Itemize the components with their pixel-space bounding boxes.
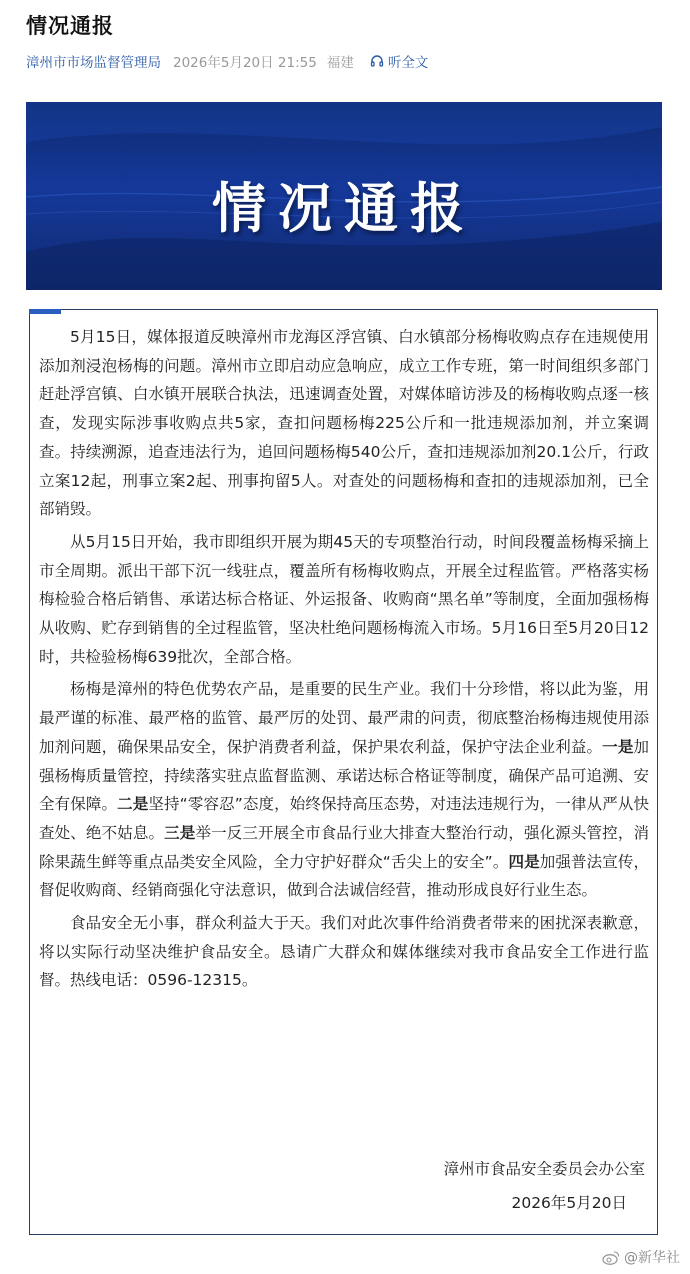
- paragraph-1: 5月15日，媒体报道反映漳州市龙海区浮宫镇、白水镇部分杨梅收购点存在违规使用添加剂浸泡杨梅的问题。漳州市立即启动应急响应，成立工作专班，第一时间组织多部门赶赴浮宫镇、白水镇开展联合执法，迅速调查处置，对媒体暗访涉及的杨梅收购点逐一核查，发现实际涉事收购点共5家，查扣问题杨梅225公斤和一批违规添加剂，并立案调查。持续溯源，追查违法行为，追回问题杨梅540公斤，查扣违规添加剂20.1公斤，行政立案12起，刑事立案2起、刑事拘留5人。对查处的问题杨梅和查扣的违规添加剂，已全部销毁。: [39, 328, 649, 519]
- signature-org: 漳州市食品安全委员会办公室: [443, 1160, 645, 1178]
- watermark: [602, 1247, 680, 1267]
- point-1-text: 加强杨梅质量管控，持续落实驻点监督监测、承诺达标合格证等制度，确保产品可追溯、安全有保障。: [39, 737, 649, 814]
- point-3-key: 三是: [164, 823, 196, 842]
- point-2-key: 二是: [117, 795, 149, 814]
- source-link[interactable]: 漳州市市场监督管理局: [26, 55, 161, 71]
- point-2-text: 坚持“零容忍”态度，始终保持高压态势，对违法违规行为，一律从严从快查处、绝不姑息。: [39, 795, 649, 842]
- publish-time: 2026年5月20日 21:55: [173, 55, 317, 71]
- banner-title: 情况通报: [212, 177, 476, 240]
- paragraph-4: 食品安全无小事，群众利益大于天。我们对此次事件给消费者带来的困扰深表歉意，将以实际行动坚决维护食品安全。恳请广大群众和媒体继续对我市食品安全工作进行监督。热线电话：0596-12315。: [39, 914, 649, 990]
- weibo-icon: [602, 1250, 620, 1265]
- point-4-text: 加强普法宣传，督促收购商、经销商强化守法意识，做到合法诚信经营，推动形成良好行业生态。: [39, 852, 649, 900]
- point-3-text: 举一反三开展全市食品行业大排查大整治行动，强化源头管控，消除果蔬生鲜等重点品类安全风险，全力守护好群众“舌尖上的安全”。: [39, 823, 649, 871]
- headphones-icon: [370, 54, 384, 68]
- signature-date: 2026年5月20日: [511, 1194, 627, 1212]
- listen-button[interactable]: [370, 51, 429, 71]
- point-1-key: 一是: [602, 737, 634, 756]
- banner-image: [26, 102, 662, 290]
- listen-label: 听全文: [387, 55, 429, 71]
- article-body: [39, 323, 649, 999]
- watermark-text: @新华社: [624, 1250, 680, 1266]
- paragraph-3: [39, 675, 649, 905]
- paragraph-3-intro: 杨梅是漳州的特色优势农产品，是重要的民生产业。我们十分珍惜，将以此为鉴，用最严谨的标准、最严格的监管、最严厉的处罚、最严肃的问责，彻底整治杨梅违规使用添加剂问题，确保果品安全，保护消费者利益，保护果农利益，保护守法企业利益。: [39, 680, 649, 756]
- article-box: [29, 309, 658, 1235]
- point-4-key: 四是: [508, 852, 540, 871]
- region-label: 福建: [326, 55, 354, 71]
- article-meta: [26, 52, 428, 70]
- page-title: 情况通报: [26, 14, 114, 38]
- paragraph-2: 从5月15日开始，我市即组织开展为期45天的专项整治行动，时间段覆盖杨梅采摘上市全周期。派出干部下沉一线驻点，覆盖所有杨梅收购点，开展全过程监管。严格落实杨梅检验合格后销售、承诺达标合格证、外运报备、收购商“黑名单”等制度，全面加强杨梅从收购、贮存到销售的全过程监管，坚决杜绝问题杨梅流入市场。5月16日至5月20日12时，共检验杨梅639批次，全部合格。: [39, 532, 649, 666]
- corner-accent: [29, 309, 61, 314]
- signature-block: [443, 1152, 645, 1220]
